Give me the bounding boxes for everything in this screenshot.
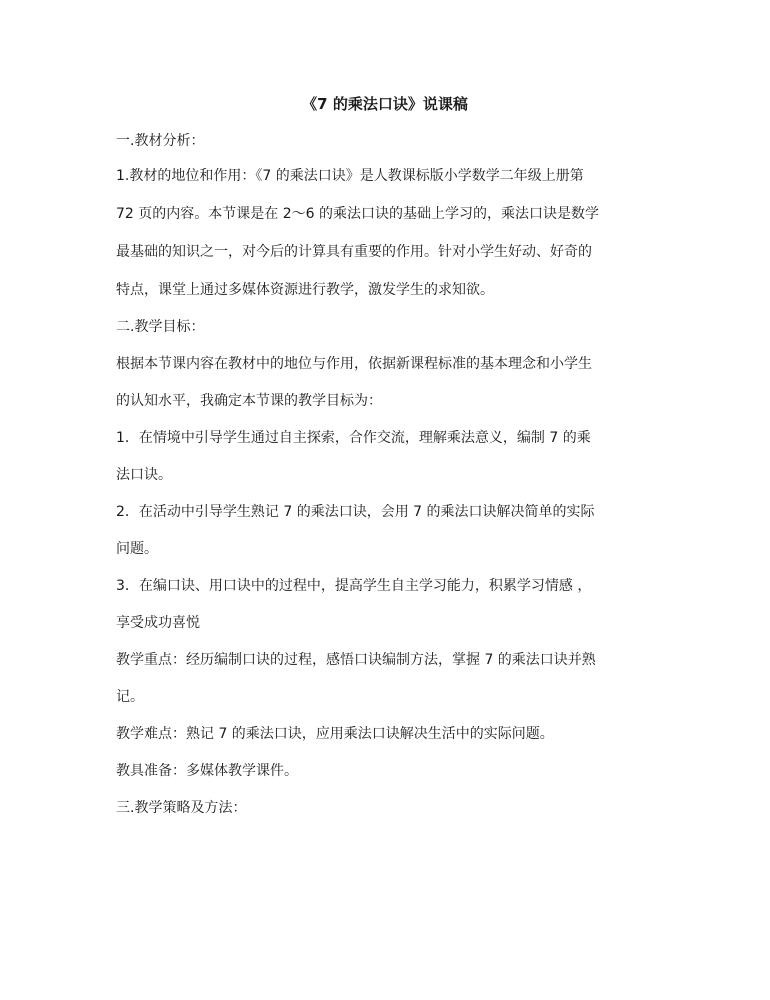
goal-line: 3．在编口诀、用口诀中的过程中，提高学生自主学习能力，积累学习情感 ， <box>116 578 592 594</box>
difficult-point-line: 教学难点：熟记 7 的乘法口诀，应用乘法口诀解决生活中的实际问题。 <box>116 726 554 742</box>
paragraph-line: 特点，课堂上通过多媒体资源进行教学，激发学生的求知欲。 <box>116 282 494 298</box>
key-point-line: 记。 <box>116 689 144 705</box>
goal-line: 问题。 <box>116 541 158 557</box>
document-title: 《7 的乘法口诀》说课稿 <box>302 95 468 113</box>
section-heading-strategies: 三.教学策略及方法： <box>116 800 247 816</box>
paragraph-line: 1.教材的地位和作用：《7 的乘法口诀》是人教课标版小学数学二年级上册第 <box>116 168 584 184</box>
paragraph-line: 根据本节课内容在教材中的地位与作用，依据新课程标准的基本理念和小学生 <box>116 356 592 372</box>
section-heading-textbook-analysis: 一.教材分析： <box>116 133 205 149</box>
key-point-line: 教学重点：经历编制口诀的过程，感悟口诀编制方法，掌握 7 的乘法口诀并熟 <box>116 652 596 668</box>
goal-line: 1．在情境中引导学生通过自主探索，合作交流，理解乘法意义，编制 7 的乘 <box>116 430 591 446</box>
goal-line: 享受成功喜悦 <box>116 615 200 631</box>
teaching-aids-line: 教具准备：多媒体教学课件。 <box>116 763 298 779</box>
paragraph-line: 72 页的内容。本节课是在 2～6 的乘法口诀的基础上学习的，乘法口诀是数学 <box>116 206 599 222</box>
paragraph-line: 的认知水平，我确定本节课的教学目标为： <box>116 393 382 409</box>
section-heading-teaching-goals: 二.教学目标： <box>116 319 205 335</box>
paragraph-line: 最基础的知识之一，对今后的计算具有重要的作用。针对小学生好动、好奇的 <box>116 244 592 260</box>
goal-line: 2．在活动中引导学生熟记 7 的乘法口诀，会用 7 的乘法口诀解决简单的实际 <box>116 504 595 520</box>
goal-line: 法口诀。 <box>116 467 172 483</box>
